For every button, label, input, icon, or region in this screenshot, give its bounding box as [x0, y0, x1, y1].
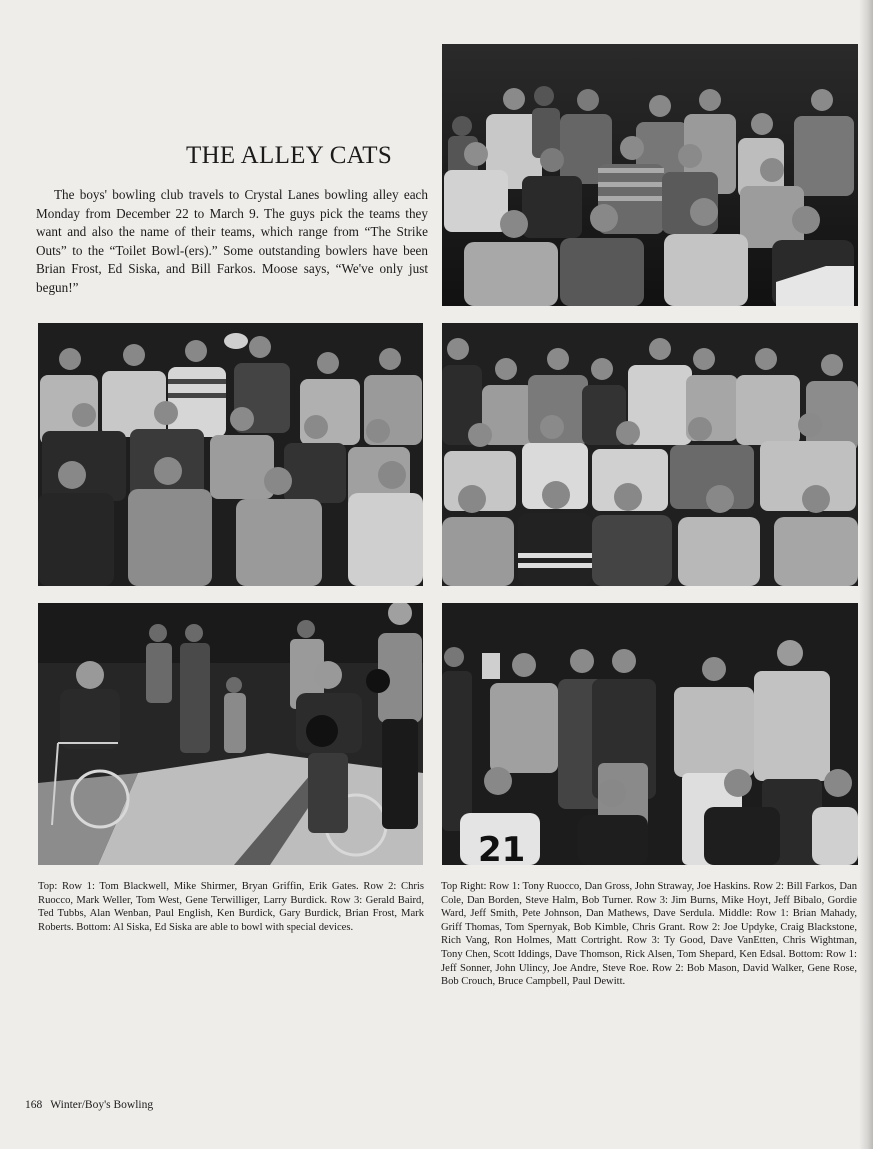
- jersey-number: 21: [478, 830, 526, 865]
- group-photo-middle-right: [442, 323, 858, 586]
- page-edge-shadow: [859, 0, 873, 1149]
- article-intro: The boys' bowling club travels to Crystal Lanes bowling alley each Monday from December 22 to March 9. The guys pick the teams they want and also the name of their teams, which range from “The Strike Outs” to the “Toilet Bowl-(ers).” Some outstanding bowlers have been Brian Frost, Ed Siska, and Bill Farkos. Moose says, “We've only just begun!”: [36, 187, 428, 295]
- photo-caption-left: Top: Row 1: Tom Blackwell, Mike Shirmer, Bryan Griffin, Erik Gates. Row 2: Chris Ruocco, Mark Weller, Tom West, Gene Terwilliger, Larry Burdick. Row 3: Gerald Baird, Ted Tubbs, Alan Wenban, Paul English, Ken Burdick, Gary Burdick, Brian Frost, Mark Roberts. Bottom: Al Siska, Ed Siska are able to bowl with special devices.: [38, 881, 424, 933]
- bowling-action-photo: [38, 603, 423, 865]
- section-label: Winter/Boy's Bowling: [50, 1099, 154, 1111]
- photo-caption-right: Top Right: Row 1: Tony Ruocco, Dan Gross, John Straway, Joe Haskins. Row 2: Bill Farkos, Dan Cole, Dan Borden, Steve Halm, Bob Turner. Row 3: Jim Burns, Mike Hoyt, Jeff Bibalo, Gordie Ward, Jeff Smith, Pete Johnson, Dan Mathews, Dave Serdula. Middle: Row 1: Brian Mahady, Griff Thomas, Tom Spernyak, Bob Kimble, Chris Grant. Row 2: Joe Updyke, Craig Blackstone, Rich Vang, Ron Holmes, Matt Cortright. Row 3: Ty Good, Dave VanEtten, Chris Wightman, Tony Chen, Scott Iddings, Dave Thomson, Rick Alsen, Tom Shepard, Ken Edsal. Bottom: Row 1: Jeff Sonner, John Ulincy, Joe Andre, Steve Roe. Row 2: Bob Mason, David Walker, Gene Rose, Bob Crouch, Bruce Campbell, Paul Dewitt.: [441, 881, 857, 988]
- group-photo-top-right: [442, 44, 858, 306]
- page-number: 168: [25, 1099, 43, 1111]
- article-title: THE ALLEY CATS: [186, 142, 393, 169]
- group-photo-middle-left: [38, 323, 423, 586]
- page-footer: [25, 1099, 153, 1111]
- group-photo-bottom-right: [442, 603, 858, 865]
